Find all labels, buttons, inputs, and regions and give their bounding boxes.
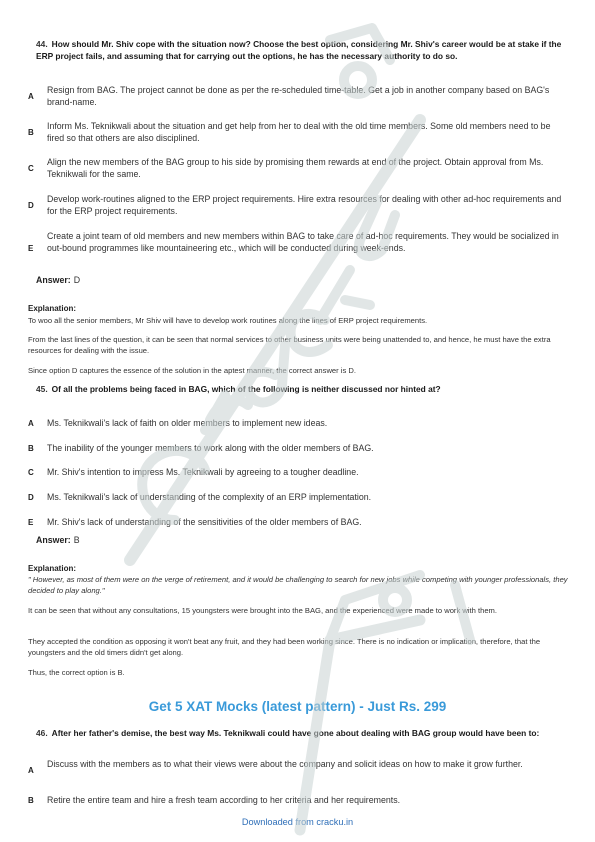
- question-number: 46.: [36, 728, 48, 738]
- option-text: Align the new members of the BAG group to his side by promising them rewards at end of the project. Obtain approval from Ms. Teknikwali for the same.: [47, 157, 544, 179]
- question-46: [36, 727, 566, 739]
- option-text: Ms. Teknikwali's lack of faith on older members to implement new ideas.: [47, 418, 328, 428]
- footer-link[interactable]: Downloaded from cracku.in: [241, 817, 354, 827]
- option-44-e: [28, 231, 568, 254]
- option-45-b: [28, 443, 568, 455]
- option-44-c: [28, 157, 568, 180]
- option-46-b: [28, 795, 568, 807]
- explanation-44-line-3: Since option D captures the essence of the solution in the aptest manner, the correct answer is D.: [28, 366, 356, 375]
- option-letter: E: [28, 518, 34, 527]
- answer-label: Answer:: [36, 275, 71, 285]
- answer-value: B: [73, 535, 80, 545]
- option-letter: D: [28, 493, 34, 502]
- question-text: How should Mr. Shiv cope with the situation now? Choose the best option, considering Mr. Shiv's career would be at stake if the ERP project fails, and assuming that for carrying out the options, he has the necessary authority to do so.: [36, 39, 562, 61]
- explanation-44-line-2: From the last lines of the question, it can be seen that normal services to other business units were being unattended to, and hence, he must have the extra resources for dealing with the issue.: [28, 335, 551, 355]
- option-text: Mr. Shiv's intention to impress Ms. Teknikwali by agreeing to a tougher deadline.: [47, 467, 359, 477]
- explanation-45-quote: " However, as most of them were on the verge of retirement, and it would be challenging to search for new jobs while competing with younger professionals, they decided to play along.": [28, 575, 568, 595]
- option-45-d: [28, 492, 568, 504]
- option-letter: A: [28, 766, 34, 775]
- question-text: Of all the problems being faced in BAG, which of the following is neither discussed nor hinted at?: [51, 384, 441, 394]
- question-text: After her father's demise, the best way Ms. Teknikwali could have gone about dealing with BAG group would have been to:: [51, 728, 540, 738]
- option-letter: C: [28, 164, 34, 173]
- option-letter: A: [28, 92, 34, 101]
- explanation-45-line-2: They accepted the condition as opposing it won't beat any fruit, and they had been working since. There is no indication or implication, therefore, that the youngsters and the old timers didn't get along.: [28, 637, 541, 657]
- promo-link[interactable]: Get 5 XAT Mocks (latest pattern) - Just Rs. 299: [148, 699, 447, 714]
- answer-value: D: [73, 275, 81, 285]
- option-text: Resign from BAG. The project cannot be done as per the re-scheduled time-table. Get a job in another company based on BAG's brand-name.: [47, 85, 550, 107]
- option-44-a: [28, 85, 568, 108]
- option-text: Create a joint team of old members and new members within BAG to take care of ad-hoc requirements. They would be socialized in out-bound programmes like mountaineering etc., which will be conducted during week-ends.: [47, 231, 559, 253]
- explanation-45-line-3: Thus, the correct option is B.: [28, 668, 125, 677]
- option-text: Retire the entire team and hire a fresh team according to her criteria and her requirements.: [47, 795, 401, 805]
- answer-44: [36, 275, 80, 285]
- option-letter: D: [28, 201, 34, 210]
- option-letter: E: [28, 244, 34, 253]
- option-text: Mr. Shiv's lack of understanding of the sensitivities of the older members of BAG.: [47, 517, 362, 527]
- option-letter: B: [28, 128, 34, 137]
- option-letter: A: [28, 419, 34, 428]
- option-45-c: [28, 467, 568, 479]
- option-text: The inability of the younger members to work along with the older members of BAG.: [47, 443, 374, 453]
- question-number: 44.: [36, 39, 48, 49]
- explanation-44-line-1: To woo all the senior members, Mr Shiv will have to develop work routines along the lines of ERP project requirements.: [28, 316, 428, 325]
- option-45-e: [28, 517, 568, 529]
- question-44: [36, 38, 566, 62]
- option-letter: C: [28, 468, 34, 477]
- option-letter: B: [28, 796, 34, 805]
- option-text: Develop work-routines aligned to the ERP project requirements. Hire extra resources for dealing with other ad-hoc requirements and for the ERP project requirements.: [47, 194, 562, 216]
- question-number: 45.: [36, 384, 48, 394]
- option-text: Ms. Teknikwali's lack of understanding of the complexity of an ERP implementation.: [47, 492, 372, 502]
- explanation-heading-45: Explanation:: [28, 564, 77, 573]
- question-45: [36, 383, 566, 395]
- answer-45: [36, 535, 80, 545]
- explanation-45-line-1: It can be seen that without any consultations, 15 youngsters were brought into the BAG, and the experienced were made to work with them.: [28, 606, 497, 615]
- option-44-d: [28, 194, 568, 217]
- option-45-a: [28, 418, 568, 430]
- option-46-a: [28, 759, 568, 775]
- option-44-b: [28, 121, 568, 144]
- option-text: Inform Ms. Teknikwali about the situation and get help from her to deal with the old time members. Some old members need to be fired so that others are also disciplined.: [47, 121, 551, 143]
- option-text: Discuss with the members as to what their views were about the company and solicit ideas on how to make it grow further.: [47, 759, 523, 769]
- option-letter: B: [28, 444, 34, 453]
- answer-label: Answer:: [36, 535, 71, 545]
- explanation-heading-44: Explanation:: [28, 304, 77, 313]
